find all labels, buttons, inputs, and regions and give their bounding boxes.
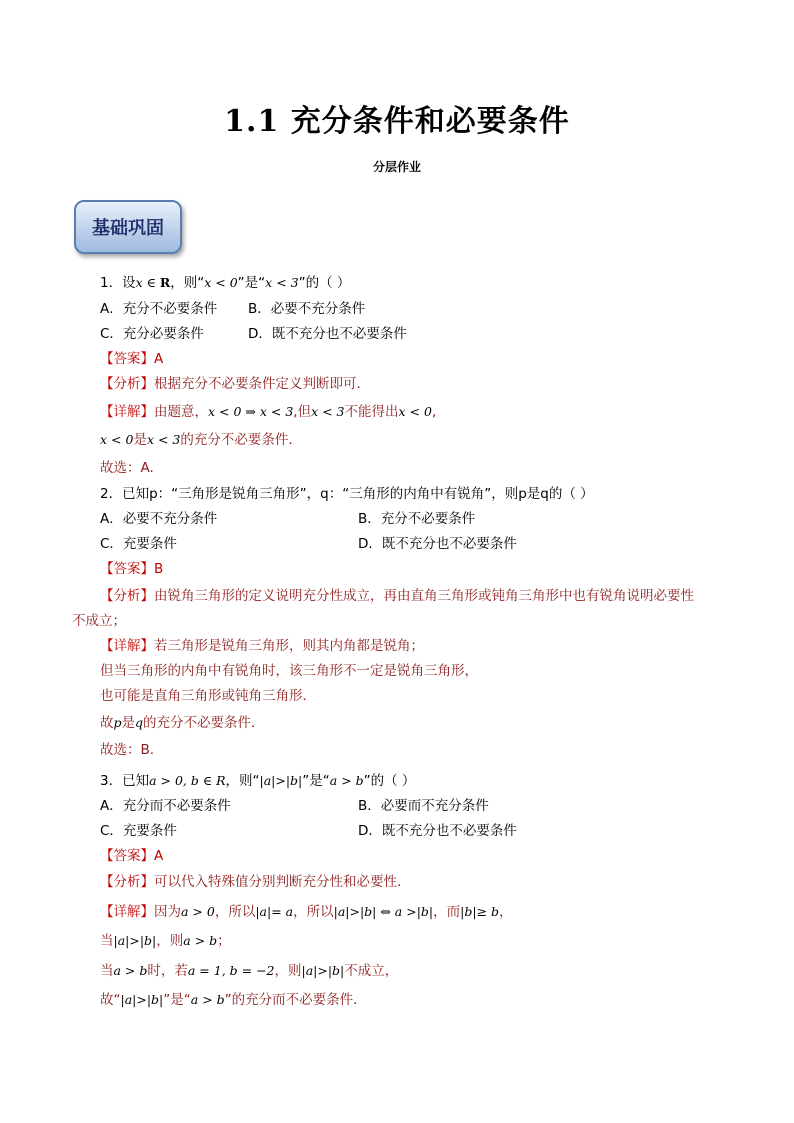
q1-stem: 1．设x ∈ R，则“x < 0”是“x < 3”的（ ）	[100, 275, 351, 291]
q3-stem: 3．已知a > 0, b ∈ R，则“|a|>|b|”是“a > b”的（ ）	[100, 773, 416, 789]
q2-analysis: 【分析】由锐角三角形的定义说明充分性成立，再由直角三角形或钝角三角形中也有锐角说明必要性	[100, 588, 694, 604]
q2-detail: 【详解】若三角形是锐角三角形，则其内角都是锐角；	[100, 638, 424, 654]
q2-answer: 【答案】B	[100, 561, 164, 577]
q2-option-d: D．既不充分也不必要条件	[358, 536, 517, 552]
q3-option-a: A．充分而不必要条件	[100, 798, 231, 814]
q1-analysis: 【分析】根据充分不必要条件定义判断即可.	[100, 376, 361, 392]
q2-detail-2: 但当三角形的内角中有锐角时，该三角形不一定是锐角三角形，	[100, 663, 478, 679]
section-badge: 基础巩固	[74, 200, 182, 254]
q1-detail: 【详解】由题意，x < 0 ⇒ x < 3,但x < 3不能得出x < 0,	[100, 404, 437, 420]
q1-option-a: A．充分不必要条件	[100, 301, 218, 317]
q3-detail-3: 当a > b时，若a = 1, b = −2，则|a|>|b|不成立，	[100, 963, 399, 979]
q2-analysis-2: 不成立；	[72, 613, 126, 629]
q2-option-a: A．必要不充分条件	[100, 511, 218, 527]
q1-choose: 故选：A.	[100, 460, 154, 476]
q1-option-c: C．充分必要条件	[100, 326, 204, 342]
q1-answer: 【答案】A	[100, 351, 164, 367]
q3-detail-2: 当|a|>|b|，则a > b；	[100, 933, 231, 949]
q2-option-b: B．充分不必要条件	[358, 511, 476, 527]
q3-answer: 【答案】A	[100, 848, 164, 864]
q1-option-d: D．既不充分也不必要条件	[248, 326, 407, 342]
q1-detail-2: x < 0是x < 3的充分不必要条件.	[100, 432, 293, 448]
q2-detail-4: 故p是q的充分不必要条件．	[100, 715, 265, 731]
page-subtitle: 分层作业	[372, 160, 421, 174]
q3-option-d: D．既不充分也不必要条件	[358, 823, 517, 839]
q3-option-b: B．必要而不充分条件	[358, 798, 489, 814]
q3-analysis: 【分析】可以代入特殊值分别判断充分性和必要性．	[100, 874, 411, 890]
q2-option-c: C．充要条件	[100, 536, 177, 552]
q1-option-b: B．必要不充分条件	[248, 301, 366, 317]
q3-option-c: C．充要条件	[100, 823, 177, 839]
q2-choose: 故选：B.	[100, 742, 155, 758]
page-title: 1.1 充分条件和必要条件	[224, 104, 570, 139]
q2-detail-3: 也可能是直角三角形或钝角三角形．	[100, 688, 316, 704]
q2-stem: 2．已知p：“三角形是锐角三角形”，q：“三角形的内角中有锐角”，则p是q的（ ）	[100, 486, 594, 502]
q3-detail-4: 故“|a|>|b|”是“a > b”的充分而不必要条件．	[100, 992, 367, 1008]
q3-detail: 【详解】因为a > 0，所以|a|= a，所以|a|>|b| ⇔ a >|b|，而|b|≥ b，	[100, 904, 513, 920]
